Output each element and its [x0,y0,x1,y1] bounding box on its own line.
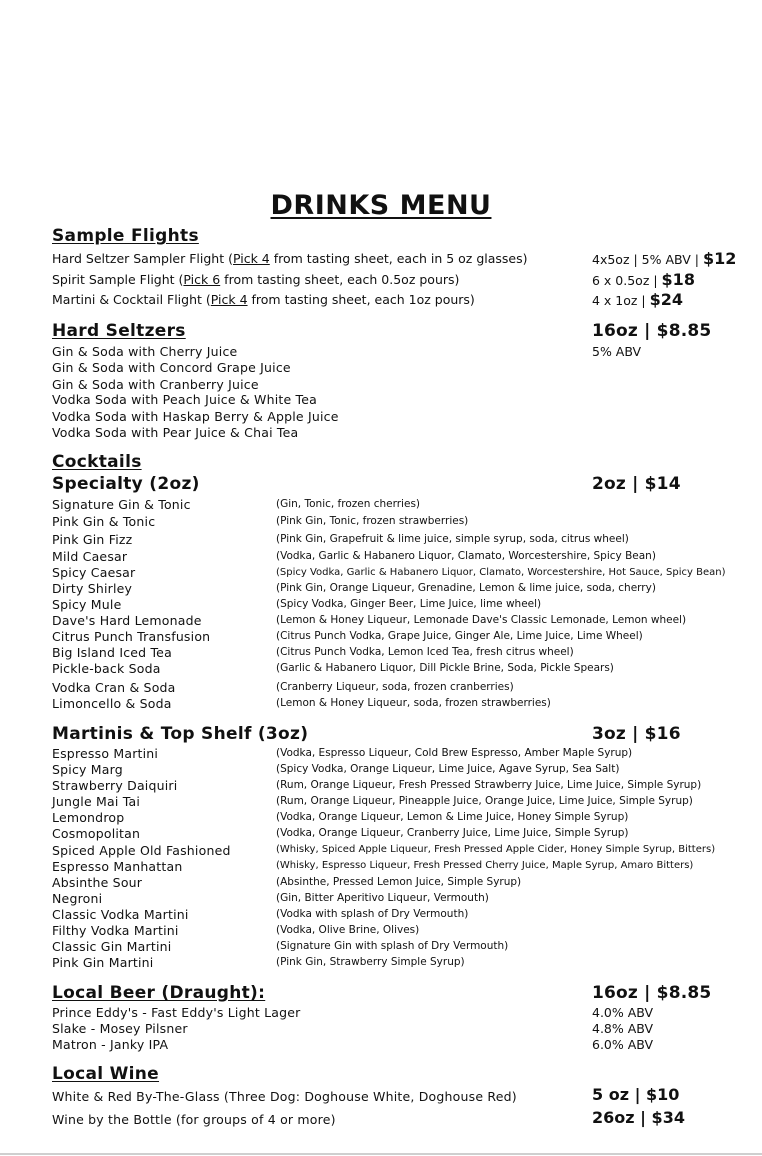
seltzer-item: Gin & Soda with Cherry Juice [52,344,238,359]
cocktail-name: Filthy Vodka Martini [52,923,179,938]
cocktail-name: Pink Gin Martini [52,955,154,970]
cocktail-name: Pink Gin & Tonic [52,514,156,529]
cocktail-name: Spicy Marg [52,762,123,777]
cocktail-ingredients: (Lemon & Honey Liqueur, Lemonade Dave's Classic Lemonade, Lemon wheel) [276,614,687,626]
local-beer-price: 16oz | $8.85 [592,983,712,1003]
cocktail-ingredients: (Pink Gin, Grapefruit & lime juice, simple syrup, soda, citrus wheel) [276,533,629,545]
cocktail-ingredients: (Vodka, Espresso Liqueur, Cold Brew Espresso, Amber Maple Syrup) [276,747,633,759]
cocktail-ingredients: (Spicy Vodka, Orange Liqueur, Lime Juice, Agave Syrup, Sea Salt) [276,763,620,775]
cocktail-name: Dirty Shirley [52,581,133,596]
cocktail-name: Big Island Iced Tea [52,645,172,660]
cocktail-ingredients: (Spicy Vodka, Ginger Beer, Lime Juice, lime wheel) [276,598,542,610]
page-bottom-divider [0,1153,762,1155]
cocktail-name: Vodka Cran & Soda [52,680,176,695]
flight-row [52,251,528,266]
seltzer-item: Vodka Soda with Peach Juice & White Tea [52,392,317,407]
flight-detail: 4 x 1oz | [592,293,650,308]
cocktail-ingredients: (Cranberry Liqueur, soda, frozen cranberries) [276,681,514,693]
cocktail-name: Absinthe Sour [52,875,143,890]
cocktail-ingredients: (Gin, Tonic, frozen cherries) [276,498,421,510]
cocktail-name: Cosmopolitan [52,826,141,841]
cocktail-name: Mild Caesar [52,549,128,564]
section-heading-sample-flights: Sample Flights [52,226,199,246]
cocktail-ingredients: (Citrus Punch Vodka, Grape Juice, Ginger Ale, Lime Juice, Lime Wheel) [276,630,643,642]
flight-description: from tasting sheet, each in 5 oz glasses) [269,251,528,266]
cocktail-ingredients: (Vodka, Olive Brine, Olives) [276,924,420,936]
subsection-heading-martinis: Martinis & Top Shelf (3oz) [52,724,309,744]
cocktail-name: Citrus Punch Transfusion [52,629,211,644]
flight-name: Martini & Cocktail Flight ( [52,292,211,307]
martinis-price: 3oz | $16 [592,724,681,744]
cocktail-name: Dave's Hard Lemonade [52,613,202,628]
cocktail-ingredients: (Vodka, Orange Liqueur, Lemon & Lime Juice, Honey Simple Syrup) [276,811,629,823]
cocktail-name: Signature Gin & Tonic [52,497,191,512]
flight-row [52,272,459,287]
beer-name: Prince Eddy's - Fast Eddy's Light Lager [52,1005,301,1020]
cocktail-name: Pickle-back Soda [52,661,161,676]
flight-name: Spirit Sample Flight ( [52,272,184,287]
seltzer-item: Gin & Soda with Concord Grape Juice [52,360,291,375]
cocktail-ingredients: (Vodka, Orange Liqueur, Cranberry Juice, Lime Juice, Simple Syrup) [276,827,629,839]
cocktail-ingredients: (Whisky, Spiced Apple Liqueur, Fresh Pressed Apple Cider, Honey Simple Syrup, Bitters) [276,844,716,855]
cocktail-ingredients: (Rum, Orange Liqueur, Pineapple Juice, Orange Juice, Lime Juice, Simple Syrup) [276,795,693,807]
cocktail-ingredients: (Vodka with splash of Dry Vermouth) [276,908,469,920]
flight-description: from tasting sheet, each 1oz pours) [247,292,475,307]
subsection-heading-specialty: Specialty (2oz) [52,474,200,494]
cocktail-ingredients: (Citrus Punch Vodka, Lemon Iced Tea, fresh citrus wheel) [276,646,574,658]
cocktail-name: Pink Gin Fizz [52,532,133,547]
cocktail-ingredients: (Absinthe, Pressed Lemon Juice, Simple Syrup) [276,876,522,888]
cocktail-name: Spicy Caesar [52,565,136,580]
section-heading-local-wine: Local Wine [52,1064,160,1084]
hard-seltzers-abv: 5% ABV [592,344,642,359]
cocktail-ingredients: (Pink Gin, Orange Liqueur, Grenadine, Lemon & lime juice, soda, cherry) [276,582,656,594]
seltzer-item: Vodka Soda with Haskap Berry & Apple Juice [52,409,339,424]
cocktail-ingredients: (Garlic & Habanero Liquor, Dill Pickle Brine, Soda, Pickle Spears) [276,662,614,674]
seltzer-item: Vodka Soda with Pear Juice & Chai Tea [52,425,299,440]
flight-row [52,292,475,307]
cocktail-name: Classic Vodka Martini [52,907,189,922]
seltzer-item: Gin & Soda with Cranberry Juice [52,377,259,392]
cocktail-ingredients: (Signature Gin with splash of Dry Vermouth) [276,940,509,952]
cocktail-ingredients: (Gin, Bitter Aperitivo Liqueur, Vermouth) [276,892,489,904]
flight-pick: Pick 4 [210,292,248,307]
flight-pick: Pick 4 [232,251,270,266]
section-heading-local-beer: Local Beer (Draught): [52,983,266,1003]
wine-price: 5 oz | $10 [592,1085,680,1104]
cocktail-ingredients: (Rum, Orange Liqueur, Fresh Pressed Strawberry Juice, Lime Juice, Simple Syrup) [276,779,702,791]
beer-abv: 4.8% ABV [592,1021,654,1036]
cocktail-ingredients: (Vodka, Garlic & Habanero Liquor, Clamato, Worcestershire, Spicy Bean) [276,550,656,562]
cocktail-name: Negroni [52,891,103,906]
cocktail-name: Spiced Apple Old Fashioned [52,843,231,858]
cocktail-name: Limoncello & Soda [52,696,172,711]
beer-abv: 6.0% ABV [592,1037,654,1052]
section-heading-hard-seltzers: Hard Seltzers [52,321,186,341]
flight-price-value: $24 [649,290,684,309]
flight-detail: 6 x 0.5oz | [592,273,662,288]
flight-price [592,270,695,289]
wine-name: Wine by the Bottle (for groups of 4 or more) [52,1112,336,1127]
beer-name: Matron - Janky IPA [52,1037,169,1052]
cocktail-ingredients: (Pink Gin, Tonic, frozen strawberries) [276,515,469,527]
cocktail-name: Strawberry Daiquiri [52,778,178,793]
flight-name: Hard Seltzer Sampler Flight ( [52,251,233,266]
cocktail-name: Classic Gin Martini [52,939,172,954]
flight-price [592,249,736,268]
cocktail-ingredients: (Lemon & Honey Liqueur, soda, frozen strawberries) [276,697,551,709]
cocktail-name: Jungle Mai Tai [52,794,140,809]
hard-seltzers-price: 16oz | $8.85 [592,321,712,341]
beer-abv: 4.0% ABV [592,1005,654,1020]
beer-name: Slake - Mosey Pilsner [52,1021,188,1036]
cocktail-name: Spicy Mule [52,597,122,612]
cocktail-name: Espresso Manhattan [52,859,183,874]
specialty-price: 2oz | $14 [592,474,681,494]
cocktail-name: Espresso Martini [52,746,159,761]
cocktail-ingredients: (Spicy Vodka, Garlic & Habanero Liquor, Clamato, Worcestershire, Hot Sauce, Spicy Bean) [276,567,726,578]
wine-name: White & Red By-The-Glass (Three Dog: Doghouse White, Doghouse Red) [52,1089,517,1104]
cocktail-ingredients: (Pink Gin, Strawberry Simple Syrup) [276,956,465,968]
cocktail-name: Lemondrop [52,810,125,825]
page-title: DRINKS MENU [270,190,492,221]
wine-price: 26oz | $34 [592,1108,685,1127]
flight-detail: 4x5oz | 5% ABV | [592,252,703,267]
flight-price-value: $12 [702,249,737,268]
flight-description: from tasting sheet, each 0.5oz pours) [220,272,460,287]
cocktail-ingredients: (Whisky, Espresso Liqueur, Fresh Pressed Cherry Juice, Maple Syrup, Amaro Bitters) [276,860,694,871]
flight-price-value: $18 [661,270,695,289]
flight-pick: Pick 6 [183,272,221,287]
section-heading-cocktails: Cocktails [52,452,142,472]
flight-price [592,290,683,309]
